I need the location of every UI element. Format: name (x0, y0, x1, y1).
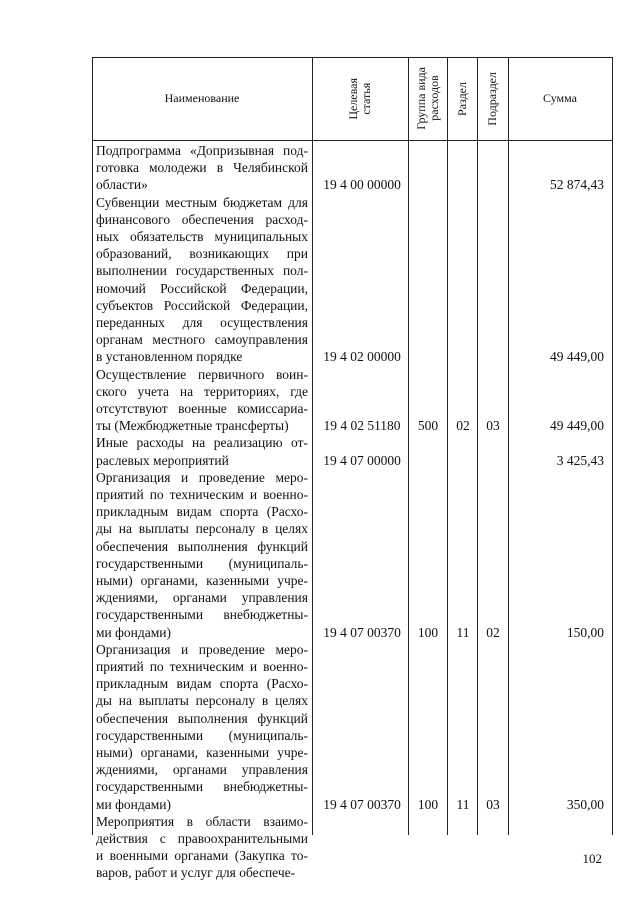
row-name-line: государственными (муниципаль- (96, 727, 308, 743)
row-sum: 49 449,00 (550, 349, 604, 365)
row-name-line: выполнении государственных пол- (96, 263, 308, 279)
row-name-line: области» (96, 177, 148, 193)
row-name-line: ми фондами) (96, 796, 171, 812)
row-name-line: ных обязательств муниципальных (96, 229, 308, 244)
row-name-line: образований, возникающих при (96, 246, 308, 262)
column-divider (477, 57, 478, 835)
row-name-line: Осуществление первичного воин- (96, 366, 308, 382)
row-name-line: государственными внебюджетны- (96, 779, 308, 795)
row-name (96, 641, 308, 813)
row-name-line: ты (Межбюджетные трансферты) (96, 418, 289, 434)
row-sum: 49 449,00 (550, 418, 604, 434)
row-name-line: приятий по техническим и военно- (96, 487, 308, 502)
row-name-line: финансового обеспечения расход- (96, 211, 308, 227)
row-name-line: и военными органами (Закупка то- (96, 848, 308, 864)
row-name-line: ждениями, органами управления (96, 762, 308, 778)
row-section: 11 (456, 796, 470, 812)
row-name-line: отсутствуют военные комиссариа- (96, 401, 308, 416)
row-name-line: приятий по техническим и военно- (96, 659, 308, 674)
row-target-article: 19 4 00 00000 (323, 177, 401, 193)
row-target-article: 19 4 02 00000 (323, 349, 401, 365)
header-divider (92, 140, 612, 141)
header-target-article (312, 57, 408, 140)
row-target-article: 19 4 07 00370 (323, 624, 401, 640)
row-name (96, 469, 308, 641)
header-expense-group-label: Группа вида расходов (413, 67, 441, 130)
row-target-article: 19 4 07 00370 (323, 796, 401, 812)
row-name-line: Иные расходы на реализацию от- (96, 435, 308, 451)
row-name (96, 194, 308, 366)
header-subsection-label: Подраздел (485, 71, 499, 126)
row-subsection: 03 (486, 796, 500, 812)
row-name-line: Мероприятия в области взаимо- (96, 813, 308, 829)
row-target-article: 19 4 07 00000 (323, 452, 401, 468)
header-sum (508, 57, 612, 140)
row-name (96, 434, 308, 468)
row-expense-group: 500 (417, 418, 439, 434)
column-divider (447, 57, 448, 835)
row-name-line: раслевых мероприятий (96, 452, 229, 468)
row-name-line: обеспечения выполнения функций (96, 710, 308, 726)
row-subsection: 02 (486, 624, 500, 640)
header-section (447, 57, 477, 140)
row-section: 11 (456, 624, 470, 640)
row-name-line: номочий Российской Федерации, (96, 280, 308, 296)
row-name-line: прикладным видам спорта (Расхо- (96, 504, 308, 520)
header-expense-group (408, 57, 447, 140)
table-border-right (612, 57, 613, 835)
row-name-line: готовка молодежи в Челябинской (96, 160, 308, 176)
row-sum: 150,00 (566, 624, 604, 640)
row-name-line: прикладным видам спорта (Расхо- (96, 676, 308, 692)
row-name-line: ми фондами) (96, 624, 171, 640)
row-name-line: органам местного самоуправления (96, 332, 308, 348)
page-number: 102 (582, 851, 602, 866)
row-expense-group: 100 (417, 796, 439, 812)
row-name-line: действия с правоохранительными (96, 831, 308, 846)
header-target-article-label: Целевая статья (346, 77, 373, 120)
row-sum: 3 425,43 (556, 452, 604, 468)
row-name-line: в установленном порядке (96, 349, 243, 365)
header-subsection (477, 57, 508, 140)
column-divider (312, 57, 313, 835)
row-name-line: переданных для осуществления (96, 315, 308, 331)
row-name-line: ждениями, органами управления (96, 590, 308, 606)
row-subsection: 03 (486, 418, 500, 434)
row-expense-group: 100 (417, 624, 439, 640)
table-border-left (92, 57, 93, 835)
row-name-line: обеспечения выполнения функций (96, 538, 308, 554)
row-name-line: Подпрограмма «Допризывная под- (96, 143, 308, 158)
row-name-line: варов, работ и услуг для обеспече- (96, 865, 296, 881)
row-name-line: Организация и проведение меро- (96, 641, 308, 657)
row-name-line: ными) органами, казенными учре- (96, 745, 308, 761)
row-target-article: 19 4 02 51180 (323, 418, 401, 434)
row-name-line: ского учета на территориях, где (96, 383, 308, 399)
row-name-line: Организация и проведение меро- (96, 469, 308, 485)
row-sum: 52 874,43 (550, 177, 604, 193)
row-name-line: государственными (муниципаль- (96, 555, 308, 571)
row-name-line: государственными внебюджетны- (96, 607, 308, 623)
row-name (96, 366, 308, 435)
column-divider (508, 57, 509, 835)
row-name-line: ными) органами, казенными учре- (96, 573, 308, 589)
row-name-line: субъектов Российской Федерации, (96, 297, 308, 313)
row-name-line: Субвенции местным бюджетам для (96, 194, 308, 210)
column-divider (408, 57, 409, 835)
header-sum-label: Сумма (543, 91, 577, 105)
header-name-label: Наименование (164, 91, 240, 105)
row-name (96, 813, 308, 882)
header-name (92, 57, 312, 140)
row-name-line: ды на выплаты персоналу в целях (96, 693, 308, 709)
row-name-line: ды на выплаты персоналу в целях (96, 521, 308, 537)
header-section-label: Раздел (454, 81, 469, 116)
row-name (96, 142, 308, 194)
row-section: 02 (456, 418, 470, 434)
row-sum: 350,00 (566, 796, 604, 812)
